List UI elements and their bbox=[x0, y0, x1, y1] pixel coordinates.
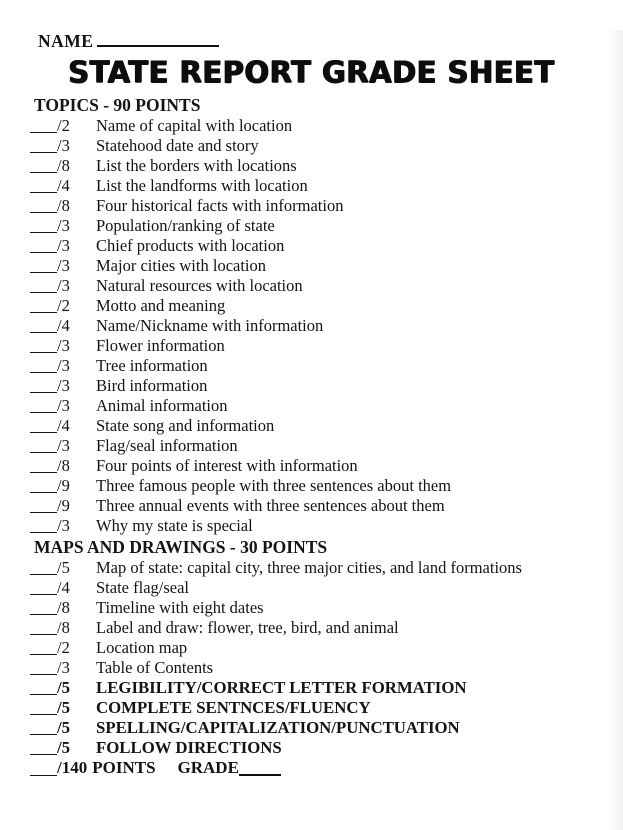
score-cell bbox=[30, 136, 96, 156]
grade-sheet-page bbox=[0, 30, 623, 830]
score-blank-line bbox=[30, 722, 57, 735]
score-cell bbox=[30, 516, 96, 536]
item-description: Name of capital with location bbox=[96, 116, 293, 135]
item-description: Table of Contents bbox=[96, 658, 214, 677]
score-cell bbox=[30, 416, 96, 436]
score-cell bbox=[30, 698, 96, 718]
score-cell bbox=[30, 356, 96, 376]
item-description: Natural resources with location bbox=[96, 276, 303, 295]
score-blank-line bbox=[30, 340, 57, 353]
score-cell bbox=[30, 436, 96, 456]
points-denominator: /8 bbox=[57, 456, 70, 475]
score-blank-line bbox=[30, 480, 57, 493]
points-denominator: /5 bbox=[57, 718, 71, 737]
grade-item-row bbox=[0, 416, 623, 436]
score-blank-line bbox=[30, 642, 57, 655]
points-denominator: /5 bbox=[57, 558, 70, 577]
score-blank-line bbox=[30, 500, 57, 513]
score-cell bbox=[30, 618, 96, 638]
score-cell bbox=[30, 658, 96, 678]
points-denominator: /3 bbox=[57, 516, 70, 535]
score-blank-line bbox=[30, 582, 57, 595]
grade-item-row bbox=[0, 698, 623, 718]
points-denominator: /5 bbox=[57, 698, 71, 717]
score-blank-line bbox=[30, 280, 57, 293]
score-blank-line bbox=[30, 682, 57, 695]
grade-item-row bbox=[0, 396, 623, 416]
score-blank-line bbox=[30, 140, 57, 153]
points-denominator: /3 bbox=[57, 276, 70, 295]
item-description: List the borders with locations bbox=[96, 156, 297, 175]
points-denominator: /2 bbox=[57, 638, 70, 657]
points-denominator: /3 bbox=[57, 658, 70, 677]
page-title: STATE REPORT GRADE SHEET bbox=[68, 54, 555, 90]
grade-item-row bbox=[0, 376, 623, 396]
item-description: Label and draw: flower, tree, bird, and animal bbox=[96, 618, 399, 637]
total-score-blank-line bbox=[30, 763, 57, 776]
score-blank-line bbox=[30, 260, 57, 273]
item-description: FOLLOW DIRECTIONS bbox=[96, 738, 282, 757]
score-blank-line bbox=[30, 360, 57, 373]
item-description: SPELLING/CAPITALIZATION/PUNCTUATION bbox=[96, 718, 460, 737]
points-denominator: /9 bbox=[57, 476, 70, 495]
grade-item-row bbox=[0, 578, 623, 598]
name-blank-line bbox=[97, 31, 219, 47]
points-denominator: /3 bbox=[57, 216, 70, 235]
grade-item-row bbox=[0, 196, 623, 216]
score-blank-line bbox=[30, 662, 57, 675]
item-description: State song and information bbox=[96, 416, 275, 435]
grade-item-row bbox=[0, 116, 623, 136]
grade-item-row bbox=[0, 156, 623, 176]
points-denominator: /4 bbox=[57, 176, 70, 195]
total-row bbox=[0, 758, 623, 778]
score-blank-line bbox=[30, 220, 57, 233]
item-description: COMPLETE SENTNCES/FLUENCY bbox=[96, 698, 371, 717]
score-blank-line bbox=[30, 180, 57, 193]
points-denominator: /2 bbox=[57, 296, 70, 315]
score-blank-line bbox=[30, 320, 57, 333]
points-denominator: /4 bbox=[57, 416, 70, 435]
score-blank-line bbox=[30, 702, 57, 715]
score-cell bbox=[30, 678, 96, 698]
score-blank-line bbox=[30, 120, 57, 133]
score-cell bbox=[30, 276, 96, 296]
points-denominator: /9 bbox=[57, 496, 70, 515]
grade-item-row bbox=[0, 638, 623, 658]
grade-item-row bbox=[0, 496, 623, 516]
grade-item-row bbox=[0, 678, 623, 698]
score-cell bbox=[30, 236, 96, 256]
item-description: Animal information bbox=[96, 396, 228, 415]
points-denominator: /5 bbox=[57, 678, 71, 697]
score-blank-line bbox=[30, 160, 57, 173]
item-description: Four historical facts with information bbox=[96, 196, 344, 215]
grade-item-row bbox=[0, 276, 623, 296]
score-cell bbox=[30, 456, 96, 476]
grade-label: GRADE bbox=[177, 758, 239, 777]
score-cell bbox=[30, 296, 96, 316]
score-cell bbox=[30, 638, 96, 658]
name-label: NAME bbox=[38, 31, 94, 51]
grade-item-row bbox=[0, 516, 623, 536]
item-description: State flag/seal bbox=[96, 578, 190, 597]
score-blank-line bbox=[30, 300, 57, 313]
score-blank-line bbox=[30, 200, 57, 213]
grade-item-row bbox=[0, 256, 623, 276]
grade-item-row bbox=[0, 356, 623, 376]
points-denominator: /8 bbox=[57, 598, 70, 617]
score-blank-line bbox=[30, 460, 57, 473]
grade-item-row bbox=[0, 738, 623, 758]
score-cell bbox=[30, 738, 96, 758]
item-description: Four points of interest with information bbox=[96, 456, 358, 475]
points-denominator: /8 bbox=[57, 196, 70, 215]
item-description: Flower information bbox=[96, 336, 225, 355]
item-description: Tree information bbox=[96, 356, 208, 375]
grade-item-row bbox=[0, 598, 623, 618]
score-blank-line bbox=[30, 622, 57, 635]
item-description: Timeline with eight dates bbox=[96, 598, 264, 617]
grade-item-row bbox=[0, 456, 623, 476]
score-cell bbox=[30, 116, 96, 136]
item-description: Three annual events with three sentences about them bbox=[96, 496, 445, 515]
score-blank-line bbox=[30, 742, 57, 755]
score-cell bbox=[30, 578, 96, 598]
section-header: MAPS AND DRAWINGS - 30 POINTS bbox=[34, 537, 328, 557]
points-denominator: /3 bbox=[57, 436, 70, 455]
points-denominator: /8 bbox=[57, 618, 70, 637]
grade-item-row bbox=[0, 658, 623, 678]
points-denominator: /3 bbox=[57, 396, 70, 415]
grade-item-row bbox=[0, 176, 623, 196]
item-description: Bird information bbox=[96, 376, 208, 395]
score-blank-line bbox=[30, 400, 57, 413]
score-blank-line bbox=[30, 562, 57, 575]
item-description: Flag/seal information bbox=[96, 436, 238, 455]
points-denominator: /3 bbox=[57, 376, 70, 395]
item-description: LEGIBILITY/CORRECT LETTER FORMATION bbox=[96, 678, 467, 697]
grade-item-row bbox=[0, 296, 623, 316]
points-denominator: /3 bbox=[57, 256, 70, 275]
score-blank-line bbox=[30, 240, 57, 253]
section-header: TOPICS - 90 POINTS bbox=[34, 95, 201, 115]
grade-item-row bbox=[0, 618, 623, 638]
grade-item-row bbox=[0, 436, 623, 456]
item-description: Chief products with location bbox=[96, 236, 285, 255]
item-description: Map of state: capital city, three major cities, and land formations bbox=[96, 558, 522, 577]
points-denominator: /2 bbox=[57, 116, 70, 135]
item-description: Three famous people with three sentences about them bbox=[96, 476, 452, 495]
item-description: Statehood date and story bbox=[96, 136, 259, 155]
points-denominator: /3 bbox=[57, 356, 70, 375]
score-cell bbox=[30, 336, 96, 356]
score-cell bbox=[30, 196, 96, 216]
item-description: List the landforms with location bbox=[96, 176, 308, 195]
score-cell bbox=[30, 176, 96, 196]
item-description: Name/Nickname with information bbox=[96, 316, 324, 335]
points-denominator: /4 bbox=[57, 316, 70, 335]
score-blank-line bbox=[30, 380, 57, 393]
grade-item-row bbox=[0, 136, 623, 156]
score-blank-line bbox=[30, 440, 57, 453]
total-points-denominator: /140 bbox=[57, 758, 88, 777]
item-description: Major cities with location bbox=[96, 256, 267, 275]
points-denominator: /4 bbox=[57, 578, 70, 597]
score-blank-line bbox=[30, 602, 57, 615]
grade-item-row bbox=[0, 236, 623, 256]
score-cell bbox=[30, 376, 96, 396]
points-denominator: /8 bbox=[57, 156, 70, 175]
name-row bbox=[38, 30, 623, 52]
score-cell bbox=[30, 256, 96, 276]
score-cell bbox=[30, 476, 96, 496]
item-description: Location map bbox=[96, 638, 188, 657]
grade-item-row bbox=[0, 476, 623, 496]
score-cell bbox=[30, 718, 96, 738]
score-cell bbox=[30, 216, 96, 236]
score-blank-line bbox=[30, 520, 57, 533]
grade-item-row bbox=[0, 558, 623, 578]
score-cell bbox=[30, 558, 96, 578]
grade-item-row bbox=[0, 718, 623, 738]
item-description: Why my state is special bbox=[96, 516, 253, 535]
total-points-label: POINTS bbox=[92, 758, 156, 777]
points-denominator: /3 bbox=[57, 136, 70, 155]
score-cell bbox=[30, 598, 96, 618]
grade-blank-line bbox=[239, 762, 281, 776]
score-cell bbox=[30, 316, 96, 336]
points-denominator: /3 bbox=[57, 336, 70, 355]
points-denominator: /5 bbox=[57, 738, 71, 757]
sections-container bbox=[0, 95, 623, 758]
grade-item-row bbox=[0, 216, 623, 236]
score-cell bbox=[30, 496, 96, 516]
score-blank-line bbox=[30, 420, 57, 433]
grade-item-row bbox=[0, 316, 623, 336]
grade-item-row bbox=[0, 336, 623, 356]
item-description: Population/ranking of state bbox=[96, 216, 275, 235]
item-description: Motto and meaning bbox=[96, 296, 226, 315]
score-cell bbox=[30, 156, 96, 176]
score-cell bbox=[30, 396, 96, 416]
points-denominator: /3 bbox=[57, 236, 70, 255]
